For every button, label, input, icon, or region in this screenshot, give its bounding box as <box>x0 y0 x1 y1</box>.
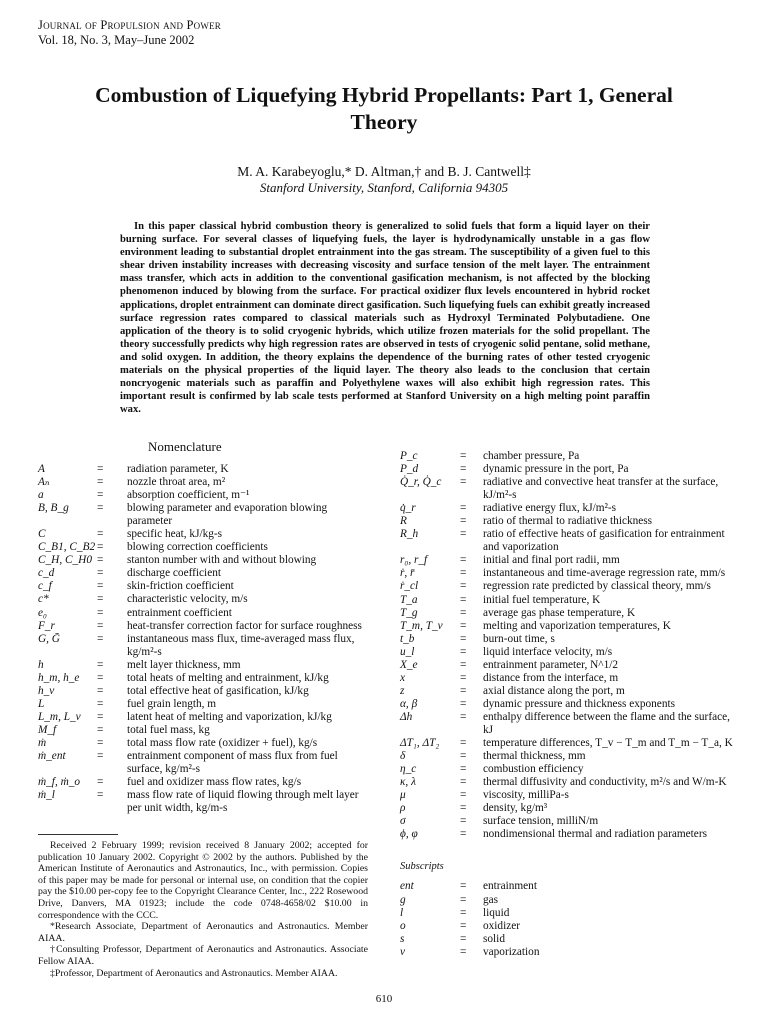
nomenclature-entry <box>400 463 740 476</box>
nomenclature-sym: u_l <box>400 645 415 658</box>
nomenclature-sym: Aₙ <box>38 476 50 489</box>
nomenclature-sym: c_d <box>38 567 55 580</box>
nomenclature-eq: = <box>97 736 104 749</box>
nomenclature-def: viscosity, milliPa-s <box>483 789 569 802</box>
nomenclature-entry <box>400 502 740 515</box>
nomenclature-sym: σ <box>400 815 406 828</box>
nomenclature-def: vaporization <box>483 945 540 958</box>
nomenclature-sym: P_c <box>400 450 418 462</box>
nomenclature-eq: = <box>460 880 467 893</box>
nomenclature-entry <box>38 502 368 528</box>
nomenclature-entry <box>400 946 740 959</box>
nomenclature-def: fuel grain length, m <box>127 697 217 710</box>
journal-name: Journal of Propulsion and Power <box>38 18 221 32</box>
nomenclature-entry <box>38 541 368 554</box>
nomenclature-def: melting and vaporization temperatures, K <box>483 619 671 632</box>
nomenclature-entry <box>400 894 740 907</box>
nomenclature-def: axial distance along the port, m <box>483 684 625 697</box>
nomenclature-def: enthalpy difference between the flame and the surface, kJ <box>483 710 730 736</box>
nomenclature-def: regression rate predicted by classical theory, mm/s <box>483 580 711 593</box>
nomenclature-sym: α, β <box>400 697 418 710</box>
nomenclature-sym: o <box>400 919 406 932</box>
nomenclature-entry <box>38 724 368 737</box>
nomenclature-def: distance from the interface, m <box>483 671 619 684</box>
nomenclature-entry <box>38 711 368 724</box>
nomenclature-eq: = <box>460 554 467 567</box>
nomenclature-entry <box>400 450 740 463</box>
nomenclature-def: entrainment parameter, N^1/2 <box>483 658 619 671</box>
nomenclature-entry <box>400 620 740 633</box>
nomenclature-entry <box>400 580 740 593</box>
nomenclature-eq: = <box>97 697 104 710</box>
nomenclature-sym: h <box>38 658 44 671</box>
nomenclature-def: ratio of thermal to radiative thickness <box>483 515 653 528</box>
nomenclature-sym: F_r <box>38 619 55 632</box>
nomenclature-sym: B, B_g <box>38 502 69 515</box>
nomenclature-eq: = <box>460 789 467 802</box>
nomenclature-def: ratio of effective heats of gasification for entrainment and vaporization <box>483 528 725 554</box>
nomenclature-eq: = <box>97 593 104 606</box>
nomenclature-def: mass flow rate of liquid flowing through melt layer per unit width, kg/m-s <box>127 789 359 815</box>
nomenclature-entry <box>38 685 368 698</box>
nomenclature-entry <box>38 528 368 541</box>
nomenclature-eq: = <box>460 476 467 489</box>
nomenclature-entry <box>400 828 740 841</box>
nomenclature-eq: = <box>460 815 467 828</box>
nomenclature-def: nozzle throat area, m² <box>127 476 226 489</box>
nomenclature-eq: = <box>460 606 467 619</box>
nomenclature-def: burn-out time, s <box>483 632 555 645</box>
nomenclature-entry <box>400 515 740 528</box>
nomenclature-def: instantaneous mass flux, time-averaged mass flux, kg/m²-s <box>127 632 355 658</box>
nomenclature-sym: e₀ <box>38 606 47 619</box>
nomenclature-sym: ṁ_f, ṁ_o <box>38 776 81 789</box>
nomenclature-eq: = <box>460 737 467 750</box>
nomenclature-entry <box>400 737 740 750</box>
nomenclature-eq: = <box>97 489 104 502</box>
nomenclature-sym: c* <box>38 593 49 606</box>
nomenclature-def: initial fuel temperature, K <box>483 593 601 606</box>
nomenclature-eq: = <box>97 567 104 580</box>
nomenclature-def: melt layer thickness, mm <box>127 658 241 671</box>
paper-affiliation: Stanford University, Stanford, California 94305 <box>259 180 509 195</box>
nomenclature-eq: = <box>97 684 104 697</box>
nomenclature-def: discharge coefficient <box>127 567 221 580</box>
nomenclature-eq: = <box>460 528 467 541</box>
nomenclature-def: radiation parameter, K <box>127 463 229 475</box>
nomenclature-eq: = <box>97 789 104 802</box>
nomenclature-sym: ṙ, r̄ <box>400 567 415 580</box>
nomenclature-eq: = <box>460 463 467 476</box>
nomenclature-eq: = <box>460 828 467 841</box>
nomenclature-sym: μ <box>400 789 406 802</box>
nomenclature-sym: η_c <box>400 763 417 776</box>
nomenclature-def: liquid <box>483 906 510 919</box>
nomenclature-def: stanton number with and without blowing <box>127 554 317 567</box>
nomenclature-eq: = <box>460 932 467 945</box>
nomenclature-entry <box>400 646 740 659</box>
nomenclature-entry <box>400 698 740 711</box>
nomenclature-sym: h_v <box>38 684 55 697</box>
nomenclature-entry <box>400 672 740 685</box>
nomenclature-sym: κ, λ <box>400 776 416 789</box>
subscripts-heading: Subscripts <box>400 861 444 873</box>
nomenclature-def: temperature differences, T_v − T_m and T_m − T_a, K <box>483 737 733 750</box>
nomenclature-eq: = <box>460 906 467 919</box>
nomenclature-entry <box>400 567 740 580</box>
nomenclature-def: instantaneous and time-average regression rate, mm/s <box>483 567 726 580</box>
nomenclature-sym: L_m, L_v <box>38 710 81 723</box>
footnote-rule <box>38 834 118 835</box>
nomenclature-sym: G, Ḡ <box>38 632 60 645</box>
nomenclature-left-column <box>38 463 368 815</box>
nomenclature-eq: = <box>97 619 104 632</box>
nomenclature-eq: = <box>460 919 467 932</box>
nomenclature-eq: = <box>97 671 104 684</box>
nomenclature-def: characteristic velocity, m/s <box>127 593 248 606</box>
nomenclature-def: combustion efficiency <box>483 763 584 776</box>
page-number: 610 <box>375 993 393 1005</box>
nomenclature-def: entrainment component of mass flux from fuel surface, kg/m²-s <box>127 750 338 776</box>
nomenclature-sym: A <box>38 463 45 475</box>
nomenclature-sym: Q̇_r, Q̇_c <box>400 476 442 489</box>
nomenclature-eq: = <box>460 580 467 593</box>
nomenclature-right-column <box>400 450 740 959</box>
nomenclature-eq: = <box>460 502 467 515</box>
nomenclature-def: total fuel mass, kg <box>127 723 210 736</box>
nomenclature-sym: R <box>400 515 407 528</box>
nomenclature-entry <box>38 580 368 593</box>
nomenclature-sym: P_d <box>400 463 419 476</box>
nomenclature-entry <box>400 685 740 698</box>
nomenclature-entry <box>38 633 368 659</box>
nomenclature-def: surface tension, milliN/m <box>483 815 599 828</box>
nomenclature-eq: = <box>97 476 104 489</box>
nomenclature-def: entrainment <box>483 880 537 893</box>
nomenclature-eq: = <box>460 619 467 632</box>
nomenclature-entry <box>400 802 740 815</box>
nomenclature-eq: = <box>460 515 467 528</box>
nomenclature-sym: ρ <box>400 802 406 815</box>
nomenclature-def: chamber pressure, Pa <box>483 450 580 462</box>
nomenclature-entry <box>400 763 740 776</box>
nomenclature-eq: = <box>460 710 467 723</box>
nomenclature-entry <box>400 933 740 946</box>
nomenclature-sym: ṁ_ent <box>38 750 66 763</box>
nomenclature-def: fuel and oxidizer mass flow rates, kg/s <box>127 776 302 789</box>
nomenclature-sym: r₀, r_f <box>400 554 428 567</box>
nomenclature-sym: C_B1, C_B2 <box>38 541 96 554</box>
nomenclature-sym: T_a <box>400 593 418 606</box>
nomenclature-def: gas <box>483 893 499 906</box>
nomenclature-entry <box>38 698 368 711</box>
nomenclature-def: thermal diffusivity and conductivity, m²/s and W/m-K <box>483 776 727 789</box>
nomenclature-def: solid <box>483 932 505 945</box>
paper-authors: M. A. Karabeyoglu,* D. Altman,† and B. J. Cantwell‡ <box>237 164 531 179</box>
nomenclature-def: dynamic pressure and thickness exponents <box>483 697 675 710</box>
nomenclature-eq: = <box>460 945 467 958</box>
nomenclature-eq: = <box>460 632 467 645</box>
nomenclature-sym: T_g <box>400 606 418 619</box>
nomenclature-eq: = <box>97 541 104 554</box>
nomenclature-eq: = <box>460 567 467 580</box>
paper-title: Combustion of Liquefying Hybrid Propellants: Part 1, General Theory <box>95 83 673 134</box>
nomenclature-entry <box>400 920 740 933</box>
nomenclature-entry <box>400 907 740 920</box>
nomenclature-entry <box>400 659 740 672</box>
nomenclature-eq: = <box>460 671 467 684</box>
nomenclature-entry <box>400 776 740 789</box>
nomenclature-sym: ϕ, φ <box>400 828 418 841</box>
nomenclature-eq: = <box>97 750 104 763</box>
nomenclature-sym: c_f <box>38 580 52 593</box>
nomenclature-entry <box>400 815 740 828</box>
nomenclature-entry <box>400 476 740 502</box>
nomenclature-sym: t_b <box>400 632 415 645</box>
nomenclature-eq: = <box>460 697 467 710</box>
nomenclature-eq: = <box>97 463 104 475</box>
nomenclature-entry <box>38 489 368 502</box>
footnote-received: Received 2 February 1999; revision received 8 January 2002; accepted for publication 10 January 2002. Copyright © 2002 by the authors. Published by the American Institute of Aeronautics and Astronautics, Inc., with permission. Copies of this paper may be made for personal or internal use, on condition that the copier pay the $10.00 per-copy fee to the Copyright Clearance Center, Inc., 222 Rosewood Drive, Danvers, MA 01923; include the code 0748-4658/02 $10.00 in correspondence with the CCC. <box>38 840 368 921</box>
nomenclature-heading: Nomenclature <box>148 439 222 454</box>
abstract: In this paper classical hybrid combustion theory is generalized to solid fuels that form a liquid layer on their burning surface. For several classes of liquefying fuels, the layer is hydrodynamically unstable in a gas flow environment leading to substantial droplet entrainment into the gas stream. The susceptibility of a given fuel to this shear driven instability increases with decreasing viscosity and surface tension of the melt layer. The entrainment mass transfer, which acts in addition to the conventional gasification mechanism, is not affected by the blocking phenomenon induced by blowing from the surface. For practical oxidizer flux levels encountered in hybrid rocket applications, droplet entrainment can dominate direct gasification. Such liquefying fuels can exhibit greatly increased surface regression rates compared to classical materials such as Hydroxyl Terminated Polybutadiene. One application of the theory is to solid cryogenic hybrids, which utilize frozen materials for the solid propellant. The theory successfully predicts why high regression rates are observed in tests of cryogenic solid pentane, solid methane, and solid oxygen. In addition, the theory explains the dependence of the burning rates of other tested cryogenic materials on the physical properties of the liquid layer. The theory also leads to the conclusion that certain noncryogenic materials such as paraffin and Polyethylene waxes will also exhibit high regression rates. This important result is confirmed by lab scale tests performed at Stanford University on a high melting point paraffin wax. <box>120 221 650 416</box>
nomenclature-sym: ṁ_l <box>38 789 55 802</box>
nomenclature-eq: = <box>97 554 104 567</box>
nomenclature-eq: = <box>97 632 104 645</box>
nomenclature-def: thermal thickness, mm <box>483 750 586 763</box>
nomenclature-sym: C_H, C_H0 <box>38 554 92 567</box>
nomenclature-entry <box>400 594 740 607</box>
nomenclature-entry <box>38 789 368 815</box>
nomenclature-eq: = <box>97 723 104 736</box>
footnote-author3: ‡Professor, Department of Aeronautics and Astronautics. Member AIAA. <box>50 967 338 979</box>
nomenclature-sym: v <box>400 945 406 958</box>
nomenclature-def: radiative energy flux, kJ/m²-s <box>483 502 617 515</box>
nomenclature-eq: = <box>97 502 104 515</box>
nomenclature-sym: q̇_r <box>400 502 416 515</box>
nomenclature-sym: ent <box>400 880 414 893</box>
nomenclature-eq: = <box>97 528 104 541</box>
nomenclature-def: total effective heat of gasification, kJ/kg <box>127 684 309 697</box>
nomenclature-def: radiative and convective heat transfer at the surface, kJ/m²-s <box>483 476 719 502</box>
nomenclature-sym: s <box>400 932 405 945</box>
nomenclature-eq: = <box>97 710 104 723</box>
nomenclature-def: absorption coefficient, m⁻¹ <box>127 489 250 502</box>
nomenclature-eq: = <box>460 684 467 697</box>
nomenclature-entry <box>38 776 368 789</box>
nomenclature-entry <box>400 789 740 802</box>
nomenclature-def: nondimensional thermal and radiation parameters <box>483 828 707 841</box>
nomenclature-eq: = <box>97 658 104 671</box>
nomenclature-entry <box>38 737 368 750</box>
nomenclature-entry <box>400 880 740 893</box>
nomenclature-entry <box>400 711 740 737</box>
nomenclature-eq: = <box>460 802 467 815</box>
nomenclature-def: total heats of melting and entrainment, kJ/kg <box>127 671 329 684</box>
nomenclature-eq: = <box>97 606 104 619</box>
nomenclature-def: blowing parameter and evaporation blowing parameter <box>127 502 328 528</box>
nomenclature-def: entrainment coefficient <box>127 606 232 619</box>
nomenclature-sym: ΔT₁, ΔT₂ <box>400 737 440 750</box>
journal-volume: Vol. 18, No. 3, May–June 2002 <box>38 33 195 47</box>
nomenclature-sym: R_h <box>400 528 419 541</box>
nomenclature-sym: l <box>400 906 404 919</box>
nomenclature-def: blowing correction coefficients <box>127 541 268 554</box>
nomenclature-entry <box>38 672 368 685</box>
nomenclature-eq: = <box>460 658 467 671</box>
footnotes <box>38 840 368 979</box>
nomenclature-sym: h_m, h_e <box>38 671 80 684</box>
journal-header <box>38 18 221 48</box>
nomenclature-entry <box>400 528 740 554</box>
nomenclature-sym: T_m, T_v <box>400 619 443 632</box>
nomenclature-sym: ṙ_cl <box>400 580 419 593</box>
footnote-author2: †Consulting Professor, Department of Aeronautics and Astronautics. Associate Fellow AIAA. <box>38 944 368 967</box>
nomenclature-def: heat-transfer correction factor for surface roughness <box>127 619 362 632</box>
nomenclature-def: skin-friction coefficient <box>127 580 234 593</box>
nomenclature-sym: δ <box>400 750 406 763</box>
nomenclature-sym: M_f <box>38 723 57 736</box>
nomenclature-entry <box>38 607 368 620</box>
nomenclature-entry <box>38 750 368 776</box>
nomenclature-entry <box>400 750 740 763</box>
nomenclature-sym: ṁ <box>38 736 47 749</box>
nomenclature-def: latent heat of melting and vaporization, kJ/kg <box>127 710 332 723</box>
nomenclature-sym: g <box>400 893 406 906</box>
nomenclature-eq: = <box>460 645 467 658</box>
nomenclature-def: specific heat, kJ/kg-s <box>127 528 223 541</box>
nomenclature-def: density, kg/m³ <box>483 802 548 815</box>
nomenclature-def: dynamic pressure in the port, Pa <box>483 463 629 476</box>
nomenclature-entry <box>38 567 368 580</box>
nomenclature-eq: = <box>460 893 467 906</box>
nomenclature-entry <box>400 633 740 646</box>
nomenclature-entry <box>38 554 368 567</box>
nomenclature-sym: X_e <box>400 658 418 671</box>
nomenclature-entry <box>400 554 740 567</box>
nomenclature-eq: = <box>460 450 467 462</box>
nomenclature-entry <box>400 607 740 620</box>
nomenclature-def: average gas phase temperature, K <box>483 606 636 619</box>
nomenclature-eq: = <box>97 776 104 789</box>
footnote-author1: *Research Associate, Department of Aeronautics and Astronautics. Member AIAA. <box>38 921 368 944</box>
nomenclature-eq: = <box>460 593 467 606</box>
nomenclature-sym: x <box>400 671 406 684</box>
nomenclature-entry <box>38 593 368 606</box>
nomenclature-sym: Δh <box>400 710 413 723</box>
nomenclature-sym: C <box>38 528 46 541</box>
nomenclature-sym: z <box>400 684 405 697</box>
nomenclature-def: total mass flow rate (oxidizer + fuel), kg/s <box>127 736 318 749</box>
nomenclature-def: liquid interface velocity, m/s <box>483 645 613 658</box>
nomenclature-sym: L <box>38 697 45 710</box>
nomenclature-def: oxidizer <box>483 919 521 932</box>
nomenclature-entry <box>38 476 368 489</box>
nomenclature-eq: = <box>97 580 104 593</box>
nomenclature-entry <box>38 463 368 476</box>
nomenclature-entry <box>38 659 368 672</box>
nomenclature-entry <box>38 620 368 633</box>
nomenclature-eq: = <box>460 763 467 776</box>
nomenclature-def: initial and final port radii, mm <box>483 554 620 567</box>
nomenclature-sym: a <box>38 489 44 502</box>
nomenclature-eq: = <box>460 776 467 789</box>
nomenclature-eq: = <box>460 750 467 763</box>
